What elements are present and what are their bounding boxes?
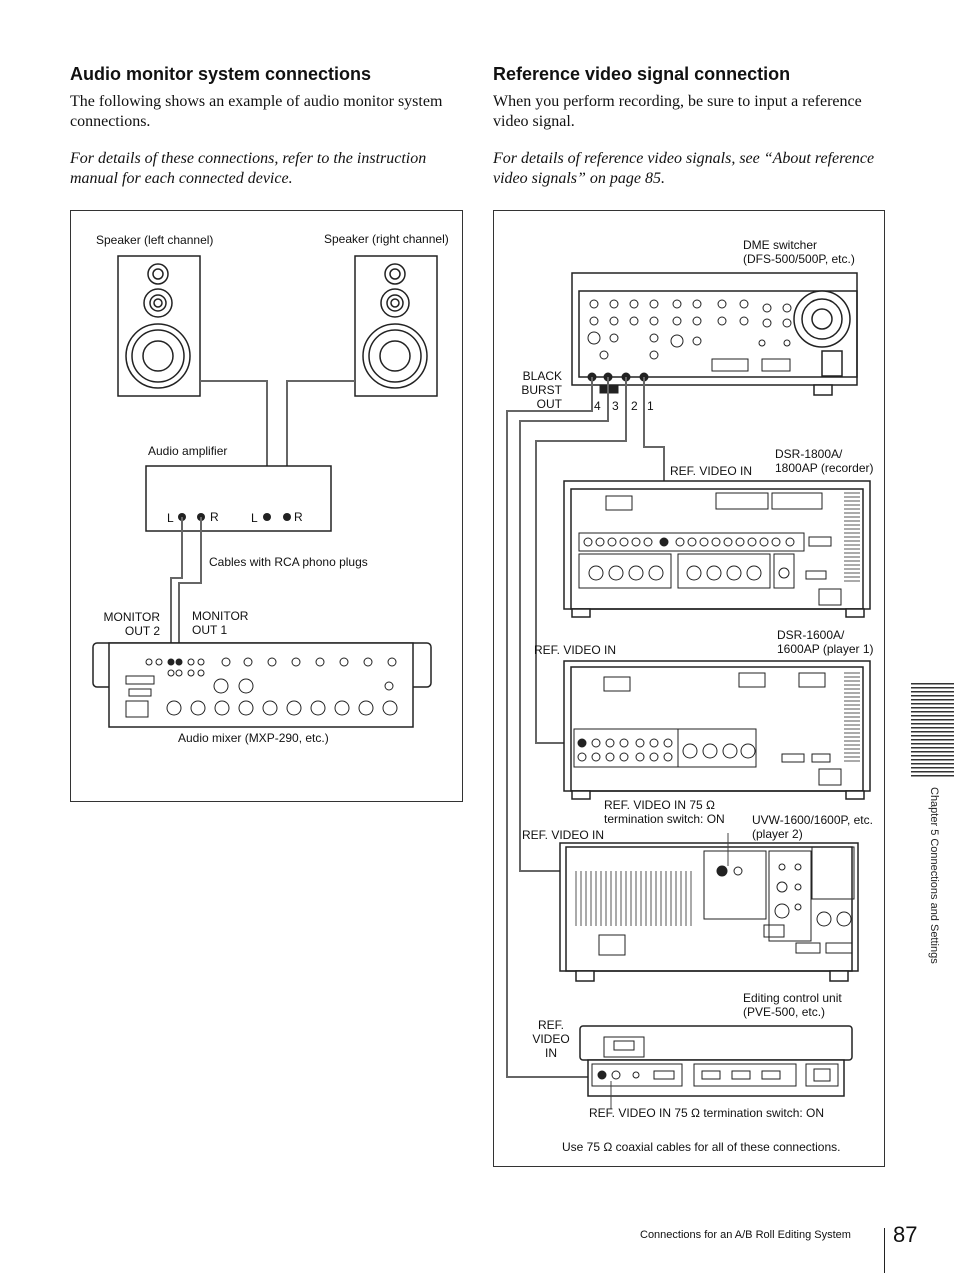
amp-r1-label: R [210, 510, 219, 524]
chapter-side-label: Chapter 5 Connections and Settings [928, 787, 940, 964]
right-speaker [355, 256, 437, 396]
left-speaker [118, 256, 200, 396]
rca-cables [171, 517, 201, 663]
footer-text: Connections for an A/B Roll Editing System [640, 1229, 851, 1241]
ref-in-1600-label: REF. VIDEO IN [534, 643, 617, 657]
right-heading: Reference video signal connection [493, 64, 791, 84]
dme-label: DME switcher (DFS-500/500P, etc.) [743, 238, 855, 266]
uvw-label: UVW-1600/1600P, etc. (player 2) [752, 813, 873, 841]
monitor-out1-label: MONITOR OUT 1 [192, 609, 249, 637]
coax-note: Use 75 Ω coaxial cables for all of these connections. [562, 1140, 841, 1154]
left-note: For details of these connections, refer to the instruction manual for each connected device. [70, 150, 427, 187]
port-4-label: 4 [594, 399, 601, 413]
port-2-label: 2 [631, 399, 638, 413]
dsr-1800-recorder [564, 481, 870, 617]
dsr-1600-player1 [564, 661, 870, 799]
page-number: 87 [893, 1222, 918, 1247]
mixer-label: Audio mixer (MXP-290, etc.) [178, 731, 329, 745]
pve-label: Editing control unit (PVE-500, etc.) [743, 991, 842, 1019]
ref-in-1800-label: REF. VIDEO IN [670, 464, 753, 478]
amp-l2-label: L [251, 511, 258, 525]
amplifier-label: Audio amplifier [148, 444, 228, 458]
audio-monitor-figure [70, 210, 463, 802]
ref-in-pve-label: REF. VIDEO IN [532, 1018, 570, 1060]
right-intro: When you perform recording, be sure to input a reference video signal. [493, 93, 862, 130]
cables-label: Cables with RCA phono plugs [209, 555, 368, 569]
chapter-side-tab [911, 683, 954, 779]
audio-monitor-diagram [71, 211, 462, 801]
ref-term-uvw-label: REF. VIDEO IN 75 Ω termination switch: ON [604, 798, 725, 826]
port-3-label: 3 [612, 399, 619, 413]
amp-l1-label: L [167, 511, 174, 525]
speaker-right-label: Speaker (right channel) [324, 232, 449, 246]
uvw-1600-player2 [560, 843, 858, 981]
left-heading: Audio monitor system connections [70, 64, 372, 84]
dsr1600-label: DSR-1600A/ 1600AP (player 1) [777, 628, 874, 656]
black-burst-label: BLACK BURST OUT [521, 369, 562, 411]
port-1-label: 1 [647, 399, 654, 413]
reference-video-figure [493, 210, 885, 1167]
right-note: For details of reference video signals, see “About reference video signals” on page 85. [493, 150, 875, 187]
footer-divider [884, 1228, 885, 1273]
left-intro: The following shows an example of audio monitor system connections. [70, 93, 443, 130]
monitor-out2-label: MONITOR OUT 2 [103, 610, 160, 638]
ref-in-uvw-label: REF. VIDEO IN [522, 828, 605, 842]
dsr1800-label: DSR-1800A/ 1800AP (recorder) [775, 447, 874, 475]
amp-r2-label: R [294, 510, 303, 524]
chapter-side-text [926, 787, 940, 987]
audio-mixer [93, 643, 431, 727]
speaker-left-label: Speaker (left channel) [96, 233, 214, 247]
ref-term-pve-label: REF. VIDEO IN 75 Ω termination switch: ON [589, 1106, 825, 1120]
